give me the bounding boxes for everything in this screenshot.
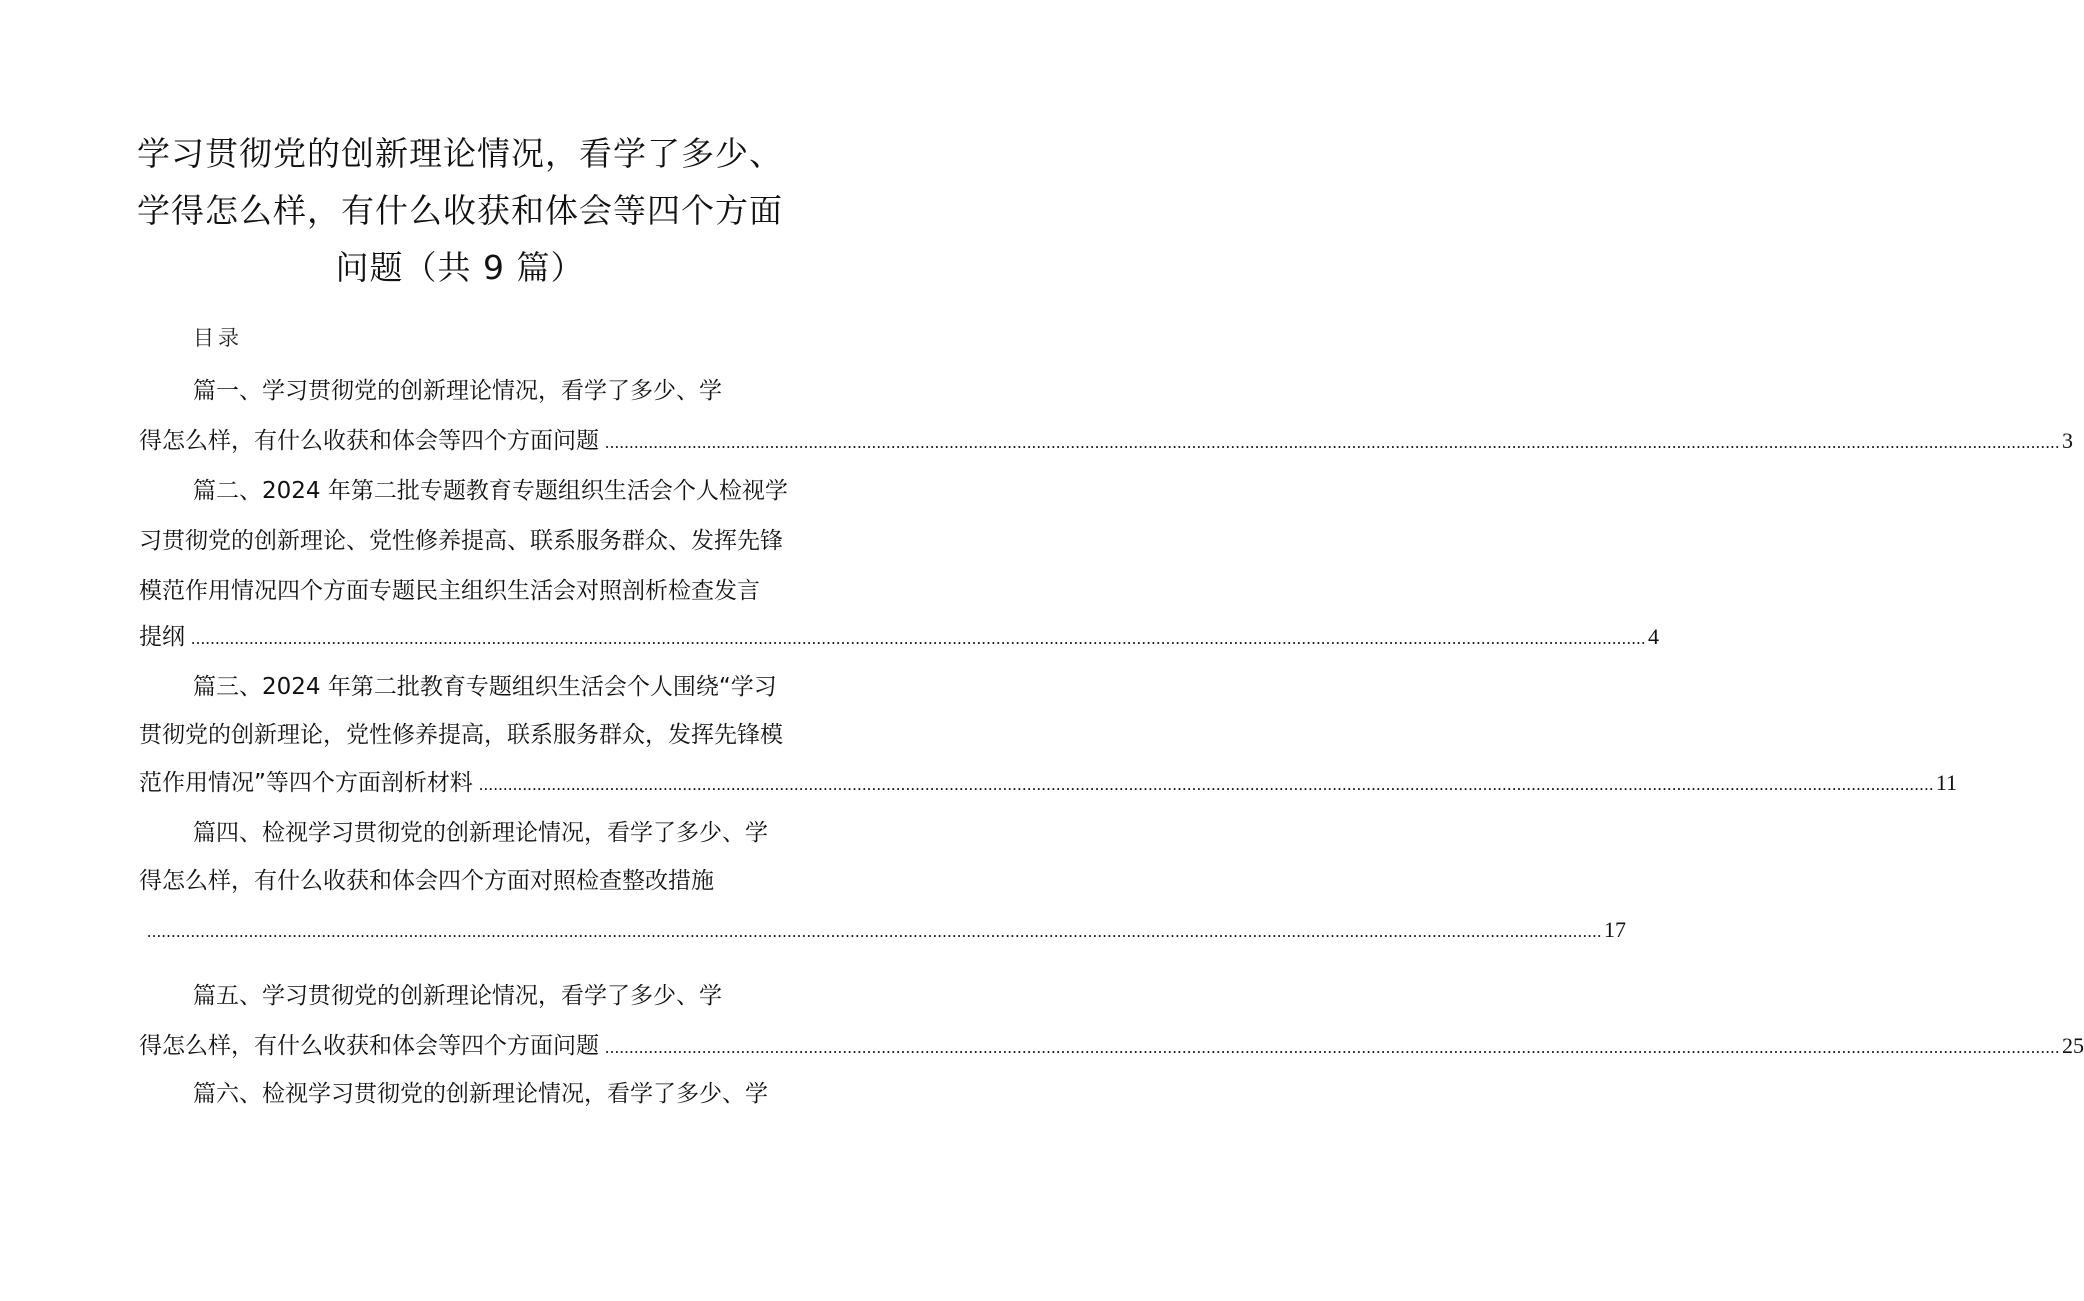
toc-page-number: 3 (2062, 428, 2073, 453)
toc-entry-3-line-1[interactable] (193, 676, 784, 699)
toc-entry-text: 得怎么样，有什么收获和体会四个方面对照检查整改措施 (139, 868, 714, 894)
toc-entry-2-line-1[interactable] (193, 478, 788, 504)
toc-entry-1-line-1[interactable] (193, 380, 784, 403)
toc-entry-text: 篇一、学习贯彻党的创新理论情况，看学了多少、学 (193, 378, 722, 404)
toc-entry-text: 提纲 (139, 624, 185, 650)
toc-entry-text: 篇四、检视学习贯彻党的创新理论情况，看学了多少、学 (193, 820, 768, 846)
title-line-3: 问题（共 9 篇） (335, 248, 585, 287)
toc-entry-2-line-3[interactable] (139, 580, 784, 603)
toc-heading: 目录 (193, 326, 243, 350)
toc-entry-5-line-2[interactable] (139, 1033, 2084, 1059)
toc-page-number: 25 (2062, 1033, 2084, 1058)
toc-entry-text: 得怎么样，有什么收获和体会等四个方面问题 (139, 428, 599, 454)
toc-entry-text: 篇二、2024 年第二批专题教育专题组织生活会个人检视学 (193, 478, 788, 504)
title-line-2: 学得怎么样，有什么收获和体会等四个方面 (137, 191, 783, 230)
toc-page-number: 17 (1604, 917, 1626, 942)
toc-entry-3-line-2[interactable] (139, 724, 784, 747)
toc-leader-dots: ............................................................................................................................................................................................................................................................................................................ (191, 629, 1646, 648)
toc-entry-6-line-1[interactable] (193, 1083, 784, 1106)
toc-entry-2-line-4[interactable] (139, 624, 1659, 650)
toc-entry-text: 得怎么样，有什么收获和体会等四个方面问题 (139, 1033, 599, 1059)
toc-entry-text: 篇六、检视学习贯彻党的创新理论情况，看学了多少、学 (193, 1081, 768, 1107)
toc-entry-text: 贯彻党的创新理论，党性修养提高，联系服务群众，发挥先锋模 (139, 722, 783, 748)
toc-entry-2-line-2[interactable] (139, 530, 784, 553)
toc-page-number: 11 (1935, 770, 1958, 795)
toc-leader-dots: ............................................................................................................................................................................................................................................................................................................ (605, 433, 2060, 452)
title-line-1: 学习贯彻党的创新理论情况，看学了多少、 (137, 134, 783, 173)
toc-leader-dots: ............................................................................................................................................................................................................................................................................................................ (147, 922, 1602, 941)
toc-entry-3-line-3[interactable] (139, 770, 1958, 796)
toc-entry-text: 范作用情况”等四个方面剖析材料 (139, 770, 473, 796)
toc-entry-4-line-1[interactable] (193, 822, 784, 845)
toc-entry-5-line-1[interactable] (193, 985, 784, 1008)
toc-entry-4-line-3[interactable] (141, 917, 1626, 942)
toc-entry-text: 篇五、学习贯彻党的创新理论情况，看学了多少、学 (193, 983, 722, 1009)
toc-entry-text: 模范作用情况四个方面专题民主组织生活会对照剖析检查发言 (139, 578, 760, 604)
toc-entry-1-line-2[interactable] (139, 428, 2073, 454)
toc-leader-dots: ............................................................................................................................................................................................................................................................................................................ (605, 1038, 2060, 1057)
toc-page-number: 4 (1648, 624, 1659, 649)
toc-entry-4-line-2[interactable] (139, 870, 784, 893)
toc-leader-dots: ............................................................................................................................................................................................................................................................................................................ (478, 775, 1934, 794)
toc-entry-text: 习贯彻党的创新理论、党性修养提高、联系服务群众、发挥先锋 (139, 528, 783, 554)
toc-entry-text: 篇三、2024 年第二批教育专题组织生活会个人围绕“学习 (193, 674, 777, 700)
